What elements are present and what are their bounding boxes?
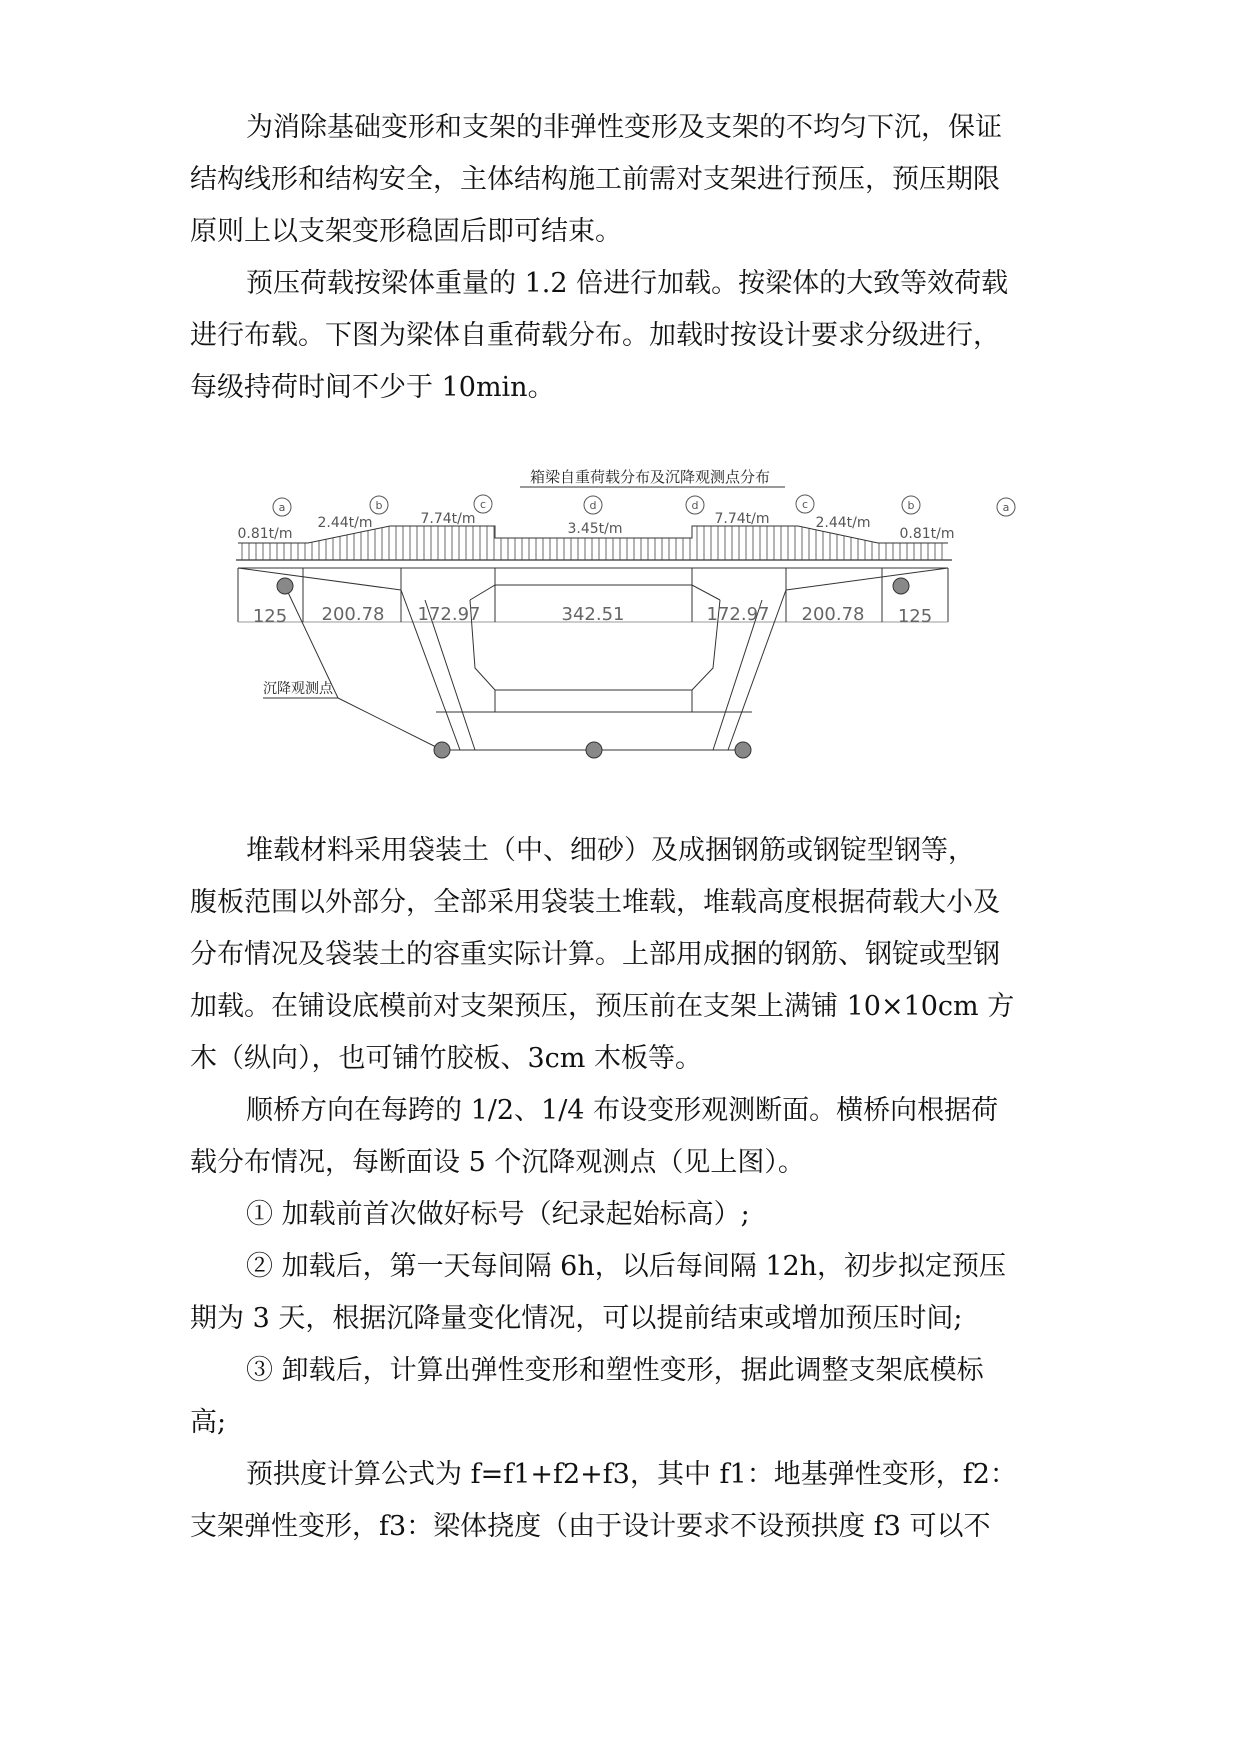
text-line: 高; [190, 1407, 227, 1438]
zone-letter: d [589, 499, 597, 512]
step-3 [190, 1345, 1052, 1449]
step-1 [190, 1189, 1052, 1241]
text-line: 载分布情况，每断面设 5 个沉降观测点（见上图）。 [190, 1147, 805, 1178]
width-label: 172.97 [417, 604, 481, 625]
zone-letter: a [278, 501, 286, 514]
load-label: 2.44t/m [317, 515, 373, 531]
load-distribution-figure [230, 460, 1060, 810]
box-girder-section [238, 568, 948, 750]
load-label: 7.74t/m [714, 511, 770, 527]
zone-letter: d [691, 499, 699, 512]
settlement-point [586, 742, 602, 758]
load-label: 0.81t/m [237, 526, 293, 542]
width-label: 125 [897, 606, 933, 627]
width-label: 125 [252, 606, 288, 627]
paragraph-preload-load [190, 258, 1052, 414]
text-line: 每级持荷时间不少于 10min。 [190, 372, 555, 403]
paragraph-preload-purpose [190, 102, 1052, 258]
load-label: 3.45t/m [567, 521, 623, 537]
width-label: 172.97 [706, 604, 770, 625]
width-label: 200.78 [801, 604, 865, 625]
figure-title: 箱梁自重荷载分布及沉降观测点分布 [529, 468, 771, 486]
text-line: 木（纵向），也可铺竹胶板、3cm 木板等。 [190, 1043, 702, 1074]
text-line: 分布情况及袋装土的容重实际计算。上部用成捆的钢筋、钢锭或型钢 [190, 939, 1000, 970]
text-line: 结构线形和结构安全，主体结构施工前需对支架进行预压，预压期限 [190, 164, 1000, 195]
text-line: 原则上以支架变形稳固后即可结束。 [190, 216, 622, 247]
text-line: 堆载材料采用袋装土（中、细砂）及成捆钢筋或钢锭型钢等， [246, 835, 975, 866]
load-label: 7.74t/m [420, 511, 476, 527]
text-line: ① 加载前首次做好标号（纪录起始标高）; [246, 1199, 750, 1230]
width-label: 200.78 [321, 604, 385, 625]
width-label: 342.51 [561, 604, 625, 625]
zone-letter: c [801, 498, 809, 511]
text-line: 支架弹性变形，f3：梁体挠度（由于设计要求不设预拱度 f3 可以不 [190, 1511, 991, 1542]
text-line: 顺桥方向在每跨的 1/2、1/4 布设变形观测断面。横桥向根据荷 [246, 1095, 999, 1126]
text-line: 期为 3 天，根据沉降量变化情况，可以提前结束或增加预压时间; [190, 1303, 963, 1334]
zone-letter: c [479, 498, 487, 511]
paragraph-stacking-material [190, 825, 1052, 1085]
zone-letter: a [1002, 501, 1010, 514]
text-line: 加载。在铺设底模前对支架预压，预压前在支架上满铺 10×10cm 方 [190, 991, 1015, 1022]
text-line: ② 加载后，第一天每间隔 6h，以后每间隔 12h，初步拟定预压 [246, 1251, 1007, 1282]
paragraph-camber-formula [190, 1449, 1052, 1553]
settlement-point [434, 742, 450, 758]
text-line: 进行布载。下图为梁体自重荷载分布。加载时按设计要求分级进行， [190, 320, 1000, 351]
text-line: 预压荷载按梁体重量的 1.2 倍进行加载。按梁体的大致等效荷载 [246, 268, 1009, 299]
load-label: 2.44t/m [815, 515, 871, 531]
step-2 [190, 1241, 1052, 1345]
settlement-point [277, 578, 293, 594]
text-line: ③ 卸载后，计算出弹性变形和塑性变形，据此调整支架底模标 [246, 1355, 984, 1386]
zone-letter: b [907, 499, 915, 512]
text-line: 腹板范围以外部分，全部采用袋装土堆载，堆载高度根据荷载大小及 [190, 887, 1000, 918]
text-line: 为消除基础变形和支架的非弹性变形及支架的不均匀下沉，保证 [246, 112, 1002, 143]
paragraph-observation-sections [190, 1085, 1052, 1189]
settlement-point [735, 742, 751, 758]
settlement-point [893, 578, 909, 594]
text-line: 预拱度计算公式为 f=f1+f2+f3，其中 f1：地基弹性变形，f2： [246, 1459, 1017, 1490]
load-label: 0.81t/m [899, 526, 955, 542]
settlement-point-callout: 沉降观测点 [263, 681, 333, 697]
zone-letter: b [375, 499, 383, 512]
zone-markers [273, 495, 1015, 516]
